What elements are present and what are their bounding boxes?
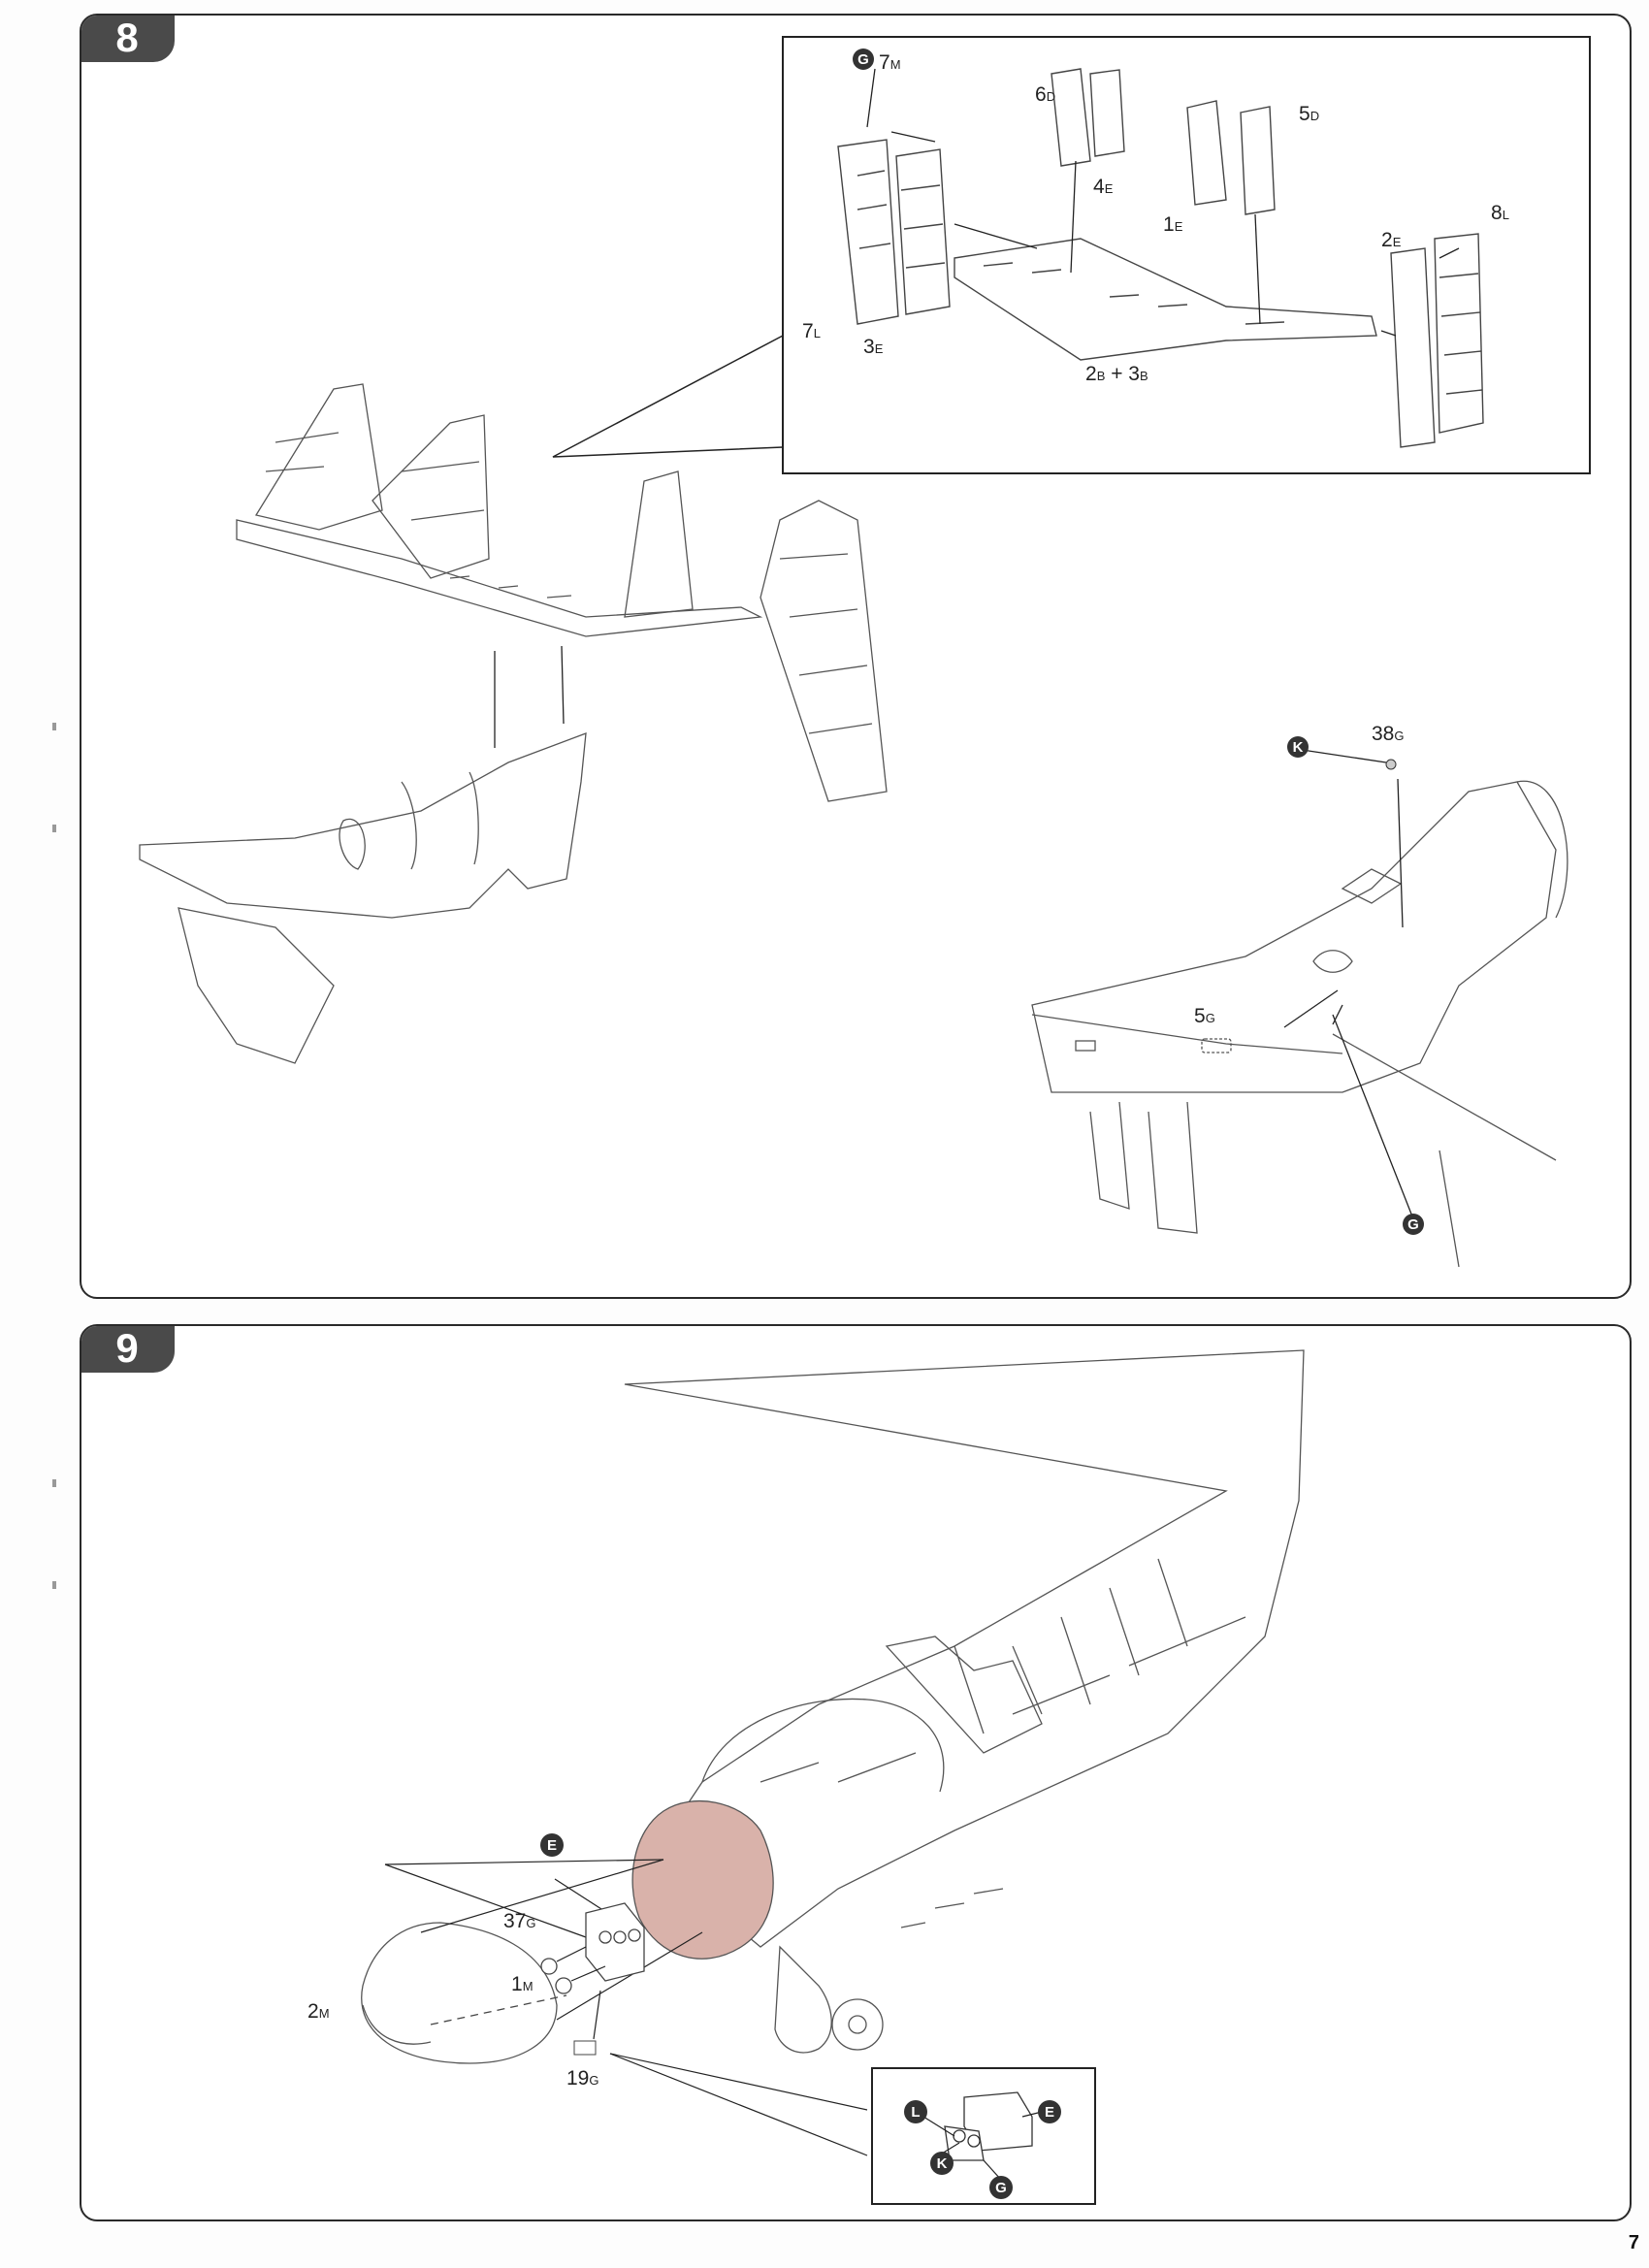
ref-circle-e [540, 1833, 564, 1857]
part-label-38g: 38G [1372, 723, 1405, 745]
drop-arrows [495, 646, 564, 748]
part-label-5g: 5G [1194, 1005, 1215, 1027]
svg-text:G: G [857, 51, 869, 68]
right-detail-arrows [1284, 748, 1412, 1216]
inset-ref-k [930, 2152, 954, 2175]
part-label-6d: 6D [1035, 83, 1056, 106]
part-label-3e: 3E [863, 336, 884, 358]
inset-ref-l [904, 2100, 927, 2123]
tail-assembly-exploded [838, 69, 1483, 447]
part-label-2e: 2E [1381, 229, 1402, 251]
step-9-panel [80, 1324, 1632, 2221]
inset-ref-e [1038, 2100, 1061, 2123]
part-37g-box [586, 1903, 644, 1981]
binding-mark [52, 825, 56, 832]
svg-text:L: L [911, 2104, 921, 2121]
svg-text:K: K [1292, 739, 1304, 756]
page-number: 7 [1628, 2232, 1639, 2253]
inset-ref-g [989, 2176, 1013, 2199]
part-label-1e: 1E [1163, 213, 1183, 236]
svg-text:E: E [546, 1837, 558, 1854]
step-8-illustration [81, 16, 1632, 1299]
part-38g [1386, 760, 1396, 769]
part-19g [574, 2041, 596, 2055]
tail-section-drawing [237, 384, 887, 801]
svg-text:K: K [936, 2155, 948, 2172]
detail-inset-frame [783, 37, 1590, 473]
part-label-1m: 1M [511, 1973, 534, 1995]
part-label-7l: 7L [802, 320, 821, 342]
alignment-line [431, 1995, 566, 2025]
ref-circle-g-bottom [1403, 1214, 1424, 1235]
inset-leader-lines [610, 2054, 867, 2155]
svg-text:G: G [1407, 1216, 1419, 1233]
svg-text:G: G [995, 2180, 1007, 2196]
step-8-panel [80, 14, 1632, 1299]
fuselage-nose-drawing [625, 1350, 1304, 2053]
part-label-8l: 8L [1491, 202, 1509, 224]
step-number-badge: 9 [80, 1324, 175, 1373]
part-label-7m: 7M [879, 51, 901, 74]
part-label-4e: 4E [1093, 176, 1114, 198]
binding-mark [52, 1581, 56, 1589]
step-number-badge: 8 [80, 14, 175, 62]
ref-circle-g-top [853, 49, 874, 70]
binding-mark [52, 1479, 56, 1487]
assembly-arrows [867, 69, 1459, 336]
part-label-37g: 37G [503, 1910, 536, 1932]
part-label-2b-3b: 2B + 3B [1085, 363, 1148, 385]
part-label-19g: 19G [566, 2067, 599, 2090]
inset-pointer [553, 336, 783, 457]
binding-mark [52, 723, 56, 730]
ref-circle-k [1287, 736, 1309, 758]
fuselage-left-drawing [140, 733, 586, 1063]
step-9-illustration [81, 1326, 1632, 2221]
part-label-5d: 5D [1299, 103, 1320, 125]
svg-text:E: E [1044, 2104, 1055, 2121]
part-label-2m: 2M [307, 2000, 330, 2023]
fuselage-right-drawing [1032, 781, 1568, 1267]
